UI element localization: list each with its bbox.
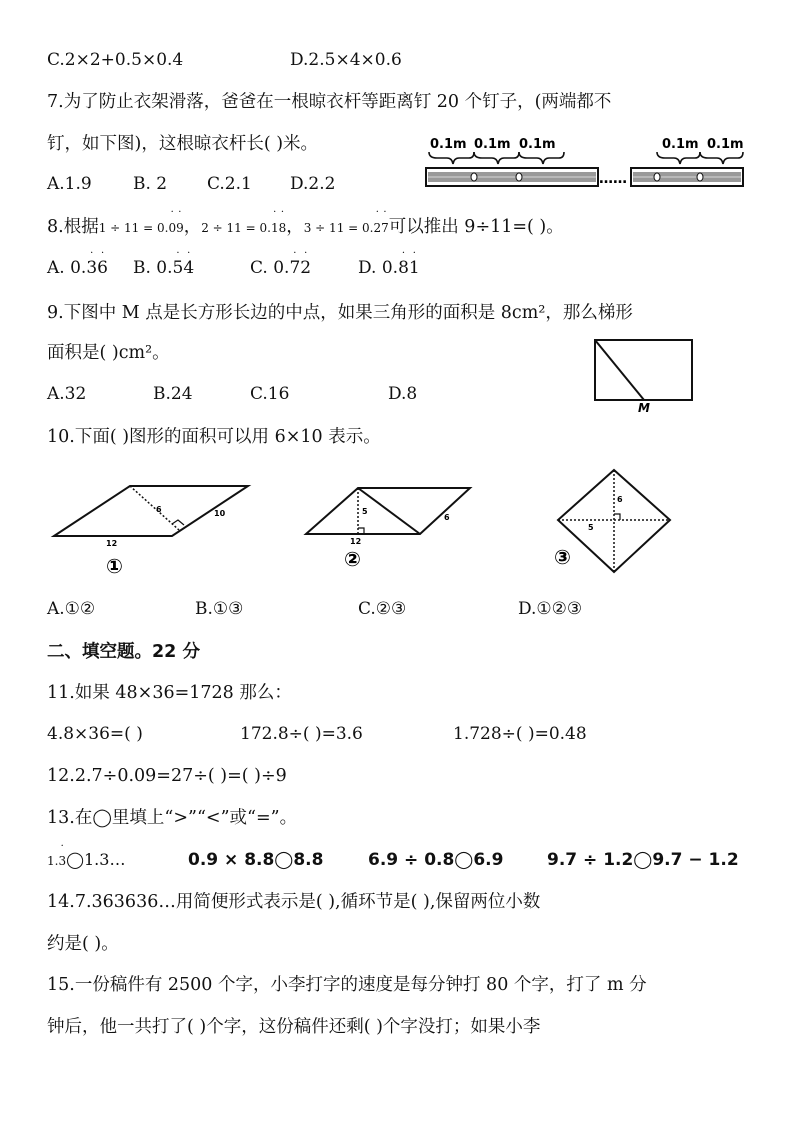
q11-part-2: 172.8÷( )=3.6 — [240, 724, 363, 744]
q10-option-d: D.①②③ — [518, 599, 583, 619]
q10-option-c: C.②③ — [358, 599, 407, 619]
figure-2-side-label: 6 — [444, 513, 450, 522]
q9-stem-line1: 9.下图中 M 点是长方形长边的中点，如果三角形的面积是 8cm²，那么梯形 — [47, 303, 633, 323]
figure-2-base-label: 12 — [350, 537, 362, 546]
figure-3-vertical-label: 6 — [617, 495, 623, 504]
q11-part-1: 4.8×36=( ) — [47, 724, 143, 744]
q13-compare-2: 0.9 × 8.8◯8.8 — [188, 850, 324, 870]
q10-figures — [40, 468, 760, 580]
q13-stem: 13.在◯里填上“>”“<”或“=”。 — [47, 808, 298, 828]
figure-2-parallelogram — [306, 488, 470, 571]
q7-option-d: D.2.2 — [290, 174, 336, 194]
figure-3-number: ③ — [554, 545, 571, 569]
figure-1-base-label: 12 — [106, 539, 118, 548]
q9-option-d: D.8 — [388, 384, 418, 404]
q8-eq3: 3 ÷ 11 = 0.2 · 7 · — [303, 207, 389, 235]
q6-option-c: C.2×2+0.5×0.4 — [47, 50, 184, 70]
point-m-label: M — [638, 401, 650, 414]
rectangle-triangle-figure — [590, 336, 700, 414]
q6-option-d: D.2.5×4×0.6 — [290, 50, 402, 70]
q14-stem-line2: 约是( )。 — [47, 934, 119, 954]
figure-1-height-label: 6 — [156, 505, 162, 514]
q7-stem-line1: 7.为了防止衣架滑落，爸爸在一根晾衣杆等距离钉 20 个钉子，(两端都不 — [47, 92, 612, 112]
q7-stem-line2: 钉，如下图)，这根晾衣杆长( )米。 — [47, 134, 319, 154]
figure-1-number: ① — [106, 554, 123, 578]
figure-1-side-label: 10 — [214, 509, 226, 518]
drying-rod-figure — [425, 128, 745, 196]
triangle-edge — [595, 340, 644, 400]
q12-stem: 12.2.7÷0.09=27÷( )=( )÷9 — [47, 766, 287, 786]
q13-compare-1: 1.3 · ◯1.3… — [47, 841, 126, 869]
q8-option-c: C. 0.7 · 2 · — [250, 248, 312, 278]
rectangle — [595, 340, 692, 400]
q13-compare-3: 6.9 ÷ 0.8◯6.9 — [368, 850, 504, 870]
q10-stem: 10.下面( )图形的面积可以用 6×10 表示。 — [47, 427, 381, 447]
segment-label-2: 0.1m — [474, 137, 511, 152]
q9-option-c: C.16 — [250, 384, 290, 404]
rod-right — [631, 168, 743, 186]
segment-braces — [429, 152, 743, 164]
q15-stem-line1: 15.一份稿件有 2500 个字，小李打字的速度是每分钟打 80 个字，打了 m 分 — [47, 975, 647, 995]
q10-option-a: A.①② — [47, 599, 96, 619]
q7-option-a: A.1.9 — [47, 174, 92, 194]
q11-stem: 11.如果 48×36=1728 那么： — [47, 683, 292, 703]
q8-stem: 8.根据1 ÷ 11 = 0.0 · 9 · ，2 ÷ 11 = 0.1 · 8 · ，3 ÷ 11 = 0.2 · 7 · 可以推出 9÷11=( )。 — [47, 207, 564, 237]
figure-2-number: ② — [344, 547, 361, 571]
figure-1-parallelogram — [54, 486, 248, 578]
q9-option-a: A.32 — [47, 384, 87, 404]
rod-left — [426, 168, 598, 186]
figure-3-horizontal-label: 5 — [588, 523, 594, 532]
q8-prefix: 8.根据 — [47, 217, 99, 237]
q8-suffix: 可以推出 9÷11=( )。 — [388, 217, 564, 237]
segment-label-5: 0.1m — [707, 137, 744, 152]
segment-label-1: 0.1m — [430, 137, 467, 152]
q8-option-a: A. 0.3 · 6 · — [47, 248, 108, 278]
q11-part-3: 1.728÷( )=0.48 — [453, 724, 587, 744]
q9-stem-line2: 面积是( )cm²。 — [47, 343, 170, 363]
q9-option-b: B.24 — [153, 384, 193, 404]
q10-option-b: B.①③ — [195, 599, 244, 619]
q8-eq2: 2 ÷ 11 = 0.1 · 8 · — [201, 207, 287, 235]
q13-compare-4: 9.7 ÷ 1.2◯9.7 − 1.2 — [547, 850, 739, 870]
figure-3-rhombus — [554, 470, 670, 572]
figure-2-height-label: 5 — [362, 507, 368, 516]
q7-option-c: C.2.1 — [207, 174, 252, 194]
segment-label-3: 0.1m — [519, 137, 556, 152]
segment-label-4: 0.1m — [662, 137, 699, 152]
section-2-heading: 二、填空题。22 分 — [47, 642, 200, 662]
q7-option-b: B. 2 — [133, 174, 168, 194]
q15-stem-line2: 钟后，他一共打了( )个字，这份稿件还剩( )个字没打；如果小李 — [47, 1017, 541, 1037]
q8-option-b: B. 0.5 · 4 · — [133, 248, 195, 278]
q8-option-d: D. 0.8 · 1 · — [358, 248, 420, 278]
rod-ellipsis: …… — [599, 171, 627, 187]
q14-stem-line1: 14.7.363636…用简便形式表示是( ),循环节是( ),保留两位小数 — [47, 892, 541, 912]
q8-eq1: 1 ÷ 11 = 0.0 · 9 · — [98, 207, 184, 235]
